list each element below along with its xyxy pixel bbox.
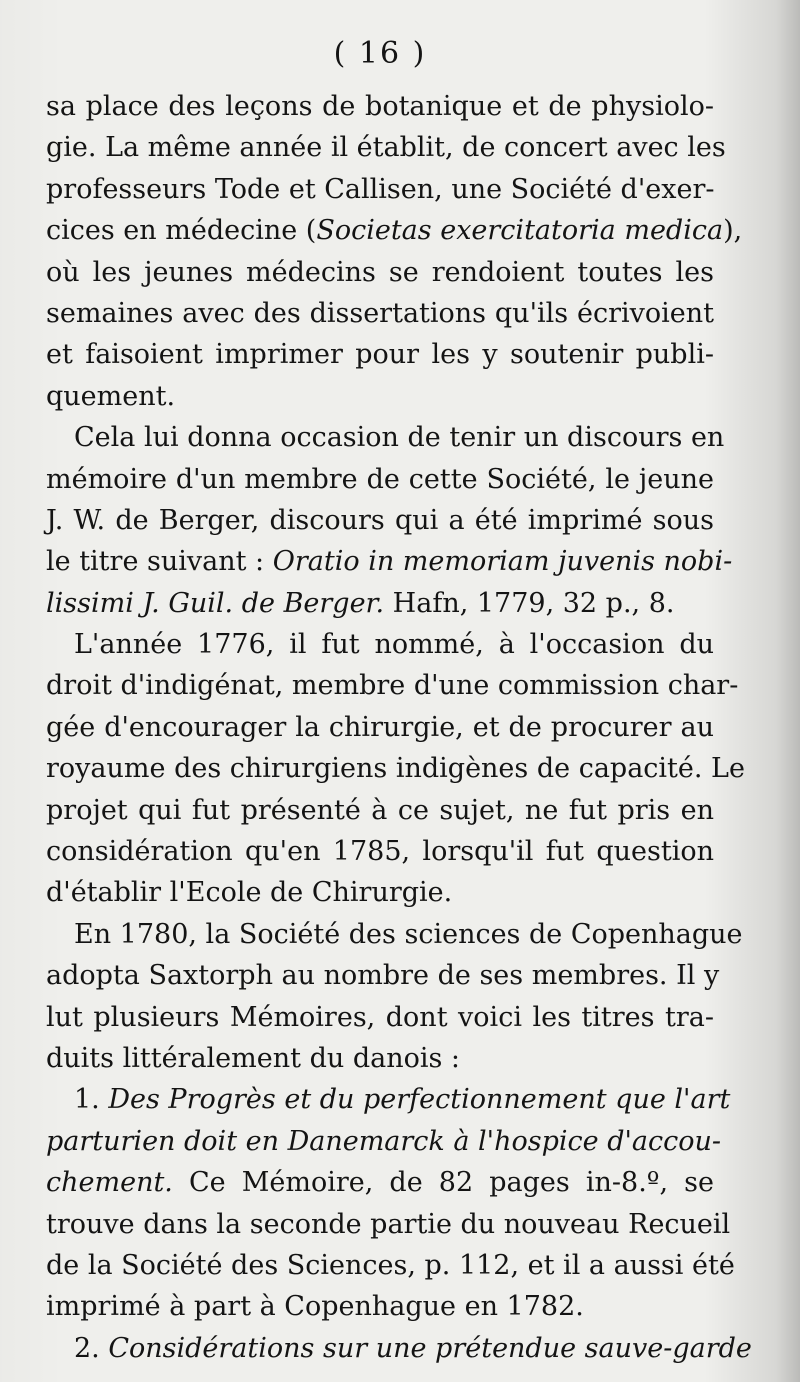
text-line <box>46 86 714 127</box>
text-line <box>46 624 714 665</box>
text-line <box>46 376 714 417</box>
italic-text-segment: parturien doit en Danemarck à l'hospice d'accou- <box>46 1125 722 1157</box>
text-line <box>46 1079 731 1120</box>
text-segment: professeurs Tode et Callisen, une Société d'exer- <box>46 173 715 205</box>
text-line <box>46 583 714 624</box>
text-line <box>46 459 714 500</box>
text-segment: gie. La même année il établit, de concert avec les <box>46 132 726 164</box>
text-segment: En 1780, la Société des sciences de Copenhague <box>74 918 743 950</box>
text-segment: droit d'indigénat, membre d'une commission char- <box>46 670 739 702</box>
text-line <box>46 417 725 458</box>
text-segment: de la Société des Sciences, p. 112, et il a aussi été <box>46 1249 735 1281</box>
text-segment: gée d'encourager la chirurgie, et de procurer au <box>46 711 714 743</box>
text-segment: imprimé à part à Copenhague en 1782. <box>46 1291 584 1323</box>
text-segment: ), <box>723 215 743 247</box>
text-segment: adopta Saxtorph au nombre de ses membres. Il y <box>46 960 720 992</box>
page-number: ( 16 ) <box>333 36 427 71</box>
italic-text-segment: Societas exercitatoria medica <box>316 215 724 247</box>
text-line <box>46 500 714 541</box>
text-segment: mémoire d'un membre de cette Société, le jeune <box>46 463 714 495</box>
text-segment: sa place des leçons de botanique et de physiolo- <box>46 91 714 122</box>
text-segment: Ce Mémoire, de 82 pages in-8.º, se <box>172 1167 714 1199</box>
text-line <box>46 872 714 913</box>
text-line <box>46 1038 714 1079</box>
text-segment: trouve dans la seconde partie du nouveau Recueil <box>46 1208 731 1240</box>
text-line <box>46 210 743 251</box>
text-line <box>46 1328 752 1369</box>
text-segment: lut plusieurs Mémoires, dont voici les titres tra- <box>46 1001 714 1033</box>
text-segment: 2. <box>74 1332 109 1364</box>
text-line <box>46 541 733 582</box>
text-segment: Cela lui donna occasion de tenir un discours en <box>74 422 725 454</box>
text-segment: J. W. de Berger, discours qui a été imprimé sous <box>46 504 714 536</box>
italic-text-segment: Des Progrès et du perfectionnement que l'art <box>108 1084 731 1116</box>
text-line <box>46 334 714 375</box>
text-line <box>46 127 726 168</box>
italic-text-segment: lissimi J. Guil. de Berger. <box>46 587 385 619</box>
italic-text-segment: Oratio in memoriam juvenis nobi- <box>272 546 733 578</box>
text-segment: cices en médecine ( <box>46 215 317 247</box>
text-segment: le titre suivant : <box>46 546 273 578</box>
text-segment: 1. <box>74 1084 109 1116</box>
body-text <box>46 86 752 1369</box>
text-line <box>46 1204 731 1245</box>
text-segment: où les jeunes médecins se rendoient toutes les <box>46 256 714 288</box>
text-line <box>46 914 743 955</box>
text-line <box>46 665 739 706</box>
text-segment: projet qui fut présenté à ce sujet, ne fut pris en <box>46 794 714 826</box>
text-line <box>46 707 714 748</box>
text-line <box>46 1162 714 1203</box>
text-line <box>46 293 714 334</box>
text-line <box>46 252 714 293</box>
text-line <box>46 1286 714 1327</box>
text-line <box>46 790 714 831</box>
text-segment: et faisoient imprimer pour les y soutenir publi- <box>46 339 714 371</box>
text-segment: Hafn, 1779, 32 p., 8. <box>384 587 675 619</box>
text-line <box>46 169 714 210</box>
text-line <box>46 1245 735 1286</box>
text-line <box>46 831 714 872</box>
text-segment: considération qu'en 1785, lorsqu'il fut question <box>46 836 714 868</box>
text-segment: L'année 1776, il fut nommé, à l'occasion du <box>74 629 714 661</box>
text-line <box>46 955 720 996</box>
text-line <box>46 997 714 1038</box>
text-line <box>46 748 745 789</box>
text-segment: royaume des chirurgiens indigènes de capacité. Le <box>46 753 745 785</box>
text-segment: quement. <box>46 380 176 412</box>
text-segment: semaines avec des dissertations qu'ils écrivoient <box>46 297 714 329</box>
text-line <box>46 1121 722 1162</box>
text-segment: duits littéralement du danois : <box>46 1042 461 1074</box>
italic-text-segment: chement. <box>46 1167 173 1199</box>
italic-text-segment: Considérations sur une prétendue sauve-garde <box>108 1332 752 1364</box>
text-segment: d'établir l'Ecole de Chirurgie. <box>46 877 453 909</box>
